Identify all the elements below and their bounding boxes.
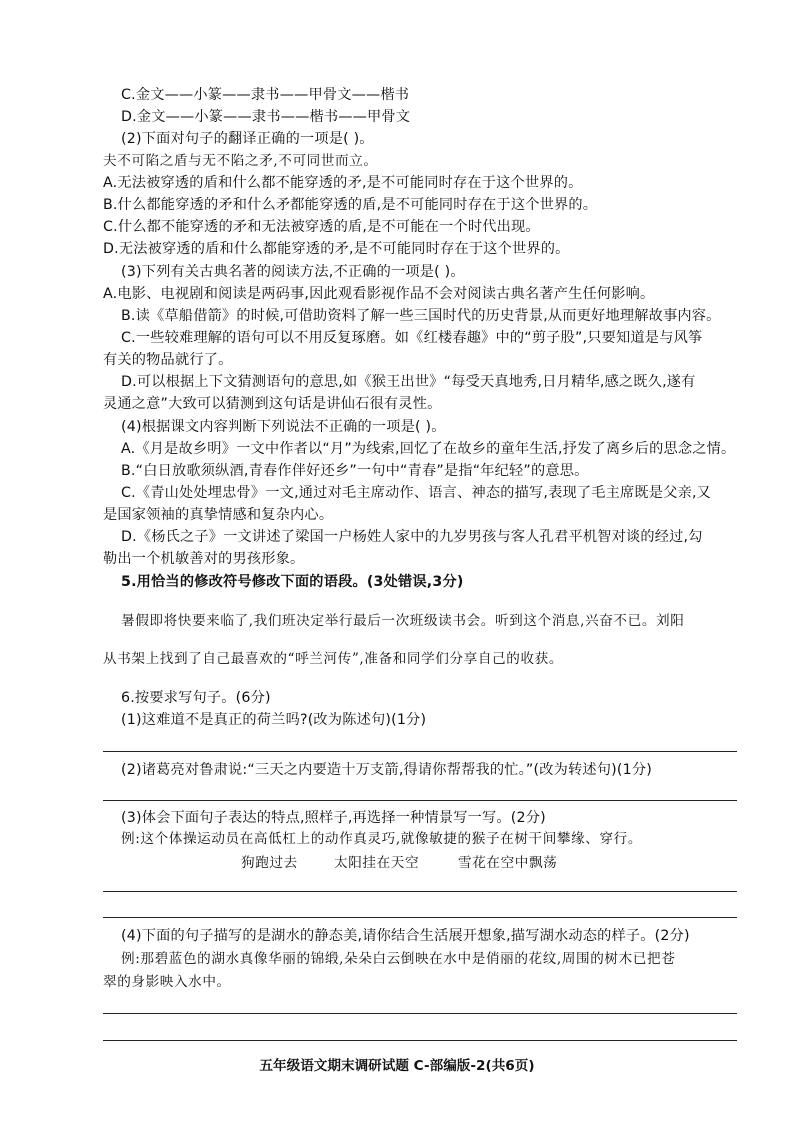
answer-line: [103, 891, 737, 892]
q4-4-option-c-cont: 是国家领袖的真挚情感和复杂内心。: [103, 507, 334, 523]
q4-4-option-a: A.《月是故乡明》一文中作者以“月”为线索,回忆了在故乡的童年生活,抒发了离乡后的思念之情。: [121, 441, 736, 457]
q6-part4-example: 例:那碧蓝色的湖水真像华丽的锦缎,朵朵白云倒映在水中是俏丽的花纹,周围的树木已把苍: [121, 951, 676, 967]
answer-line: [103, 1013, 737, 1014]
q5-title: 5.用恰当的修改符号修改下面的语段。(3处错误,3分): [121, 574, 464, 590]
q4-3-option-b: B.读《草船借箭》的时候,可借助资料了解一些三国时代的历史背景,从而更好地理解故事内容。: [121, 308, 721, 324]
answer-line: [103, 751, 737, 752]
q4-2-sentence: 夫不可陷之盾与无不陷之矛,不可同世而立。: [103, 153, 378, 169]
q4-3-option-d: D.可以根据上下文猜测语句的意思,如《猴王出世》“每受天真地秀,日月精华,感之既久,遂有: [121, 374, 696, 390]
q4-3-option-c: C.一些较难理解的语句可以不用反复琢磨。如《红楼春趣》中的“剪子股”,只要知道是与风筝: [121, 330, 703, 346]
q4-4-option-b: B.“白日放歌须纵酒,青春作伴好还乡”一句中“青春”是指“年纪轻”的意思。: [121, 463, 589, 479]
q6-part3-choice-1: 狗跑过去: [241, 855, 298, 871]
page-footer: 五年级语文期末调研试题 C-部编版-2(共6页): [259, 1058, 535, 1074]
q4-1-option-d: D.金文——小篆——隶书——楷书——甲骨文: [121, 109, 411, 125]
q6-part4: (4)下面的句子描写的是湖水的静态美,请你结合生活展开想象,描写湖水动态的样子。(2分): [121, 928, 690, 944]
answer-line: [103, 917, 737, 918]
q6-part3: (3)体会下面句子表达的特点,照样子,再选择一种情景写一写。(2分): [121, 810, 546, 826]
q6-part2: (2)诸葛亮对鲁肃说:“三天之内要造十万支箭,得请你帮帮我的忙。”(改为转述句)(1分): [121, 762, 652, 778]
answer-line: [103, 1040, 737, 1041]
q6-title: 6.按要求写句子。(6分): [121, 690, 271, 706]
q4-3-stem: (3)下列有关古典名著的阅读方法,不正确的一项是( )。: [121, 264, 465, 280]
q4-3-option-a: A.电影、电视剧和阅读是两码事,因此观看影视作品不会对阅读古典名著产生任何影响。: [103, 286, 655, 302]
q6-part4-example-cont: 翠的身影映入水中。: [103, 974, 231, 990]
q6-part1: (1)这难道不是真正的荷兰吗?(改为陈述句)(1分): [121, 712, 427, 728]
q6-part3-choice-3: 雪花在空中飘荡: [458, 855, 558, 871]
q4-3-option-c-cont: 有关的物品就行了。: [103, 352, 233, 368]
q4-4-stem: (4)根据课文内容判断下列说法不正确的一项是( )。: [121, 419, 446, 435]
answer-line: [103, 800, 737, 801]
q4-2-option-b: B.什么都能穿透的矛和什么矛都能穿透的盾,是不可能同时存在于这个世界的。: [103, 197, 598, 213]
q4-3-option-d-cont: 灵通之意”大致可以猜测到这句话是讲仙石很有灵性。: [103, 396, 442, 412]
q4-4-option-d-cont: 勒出一个机敏善对的男孩形象。: [103, 551, 305, 567]
q6-part3-example: 例:这个体操运动员在高低杠上的动作真灵巧,就像敏捷的猴子在树干间攀缘、穿行。: [121, 831, 643, 847]
q5-passage-line2: 从书架上找到了自己最喜欢的“呼兰河传”,准备和同学们分享自己的收获。: [103, 651, 564, 667]
q4-4-option-d: D.《杨氏之子》一文讲述了梁国一户杨姓人家中的九岁男孩与客人孔君平机智对谈的经过,勾: [121, 529, 703, 545]
q4-4-option-c: C.《青山处处埋忠骨》一文,通过对毛主席动作、语言、神态的描写,表现了毛主席既是父亲,又: [121, 485, 712, 501]
q5-passage-line1: 暑假即将快要来临了,我们班决定举行最后一次班级读书会。听到这个消息,兴奋不已。刘阳: [121, 613, 685, 629]
q6-part3-choice-2: 太阳挂在天空: [334, 855, 420, 871]
q4-2-option-a: A.无法被穿透的盾和什么都不能穿透的矛,是不可能同时存在于这个世界的。: [103, 175, 583, 191]
q4-1-option-c: C.金文——小篆——隶书——甲骨文——楷书: [121, 87, 410, 103]
q4-2-stem: (2)下面对句子的翻译正确的一项是( )。: [121, 131, 374, 147]
q4-2-option-d: D.无法被穿透的盾和什么都能穿透的矛,是不可能同时存在于这个世界的。: [103, 241, 570, 257]
q4-2-option-c: C.什么都不能穿透的矛和无法被穿透的盾,是不可能在一个时代出现。: [103, 219, 540, 235]
